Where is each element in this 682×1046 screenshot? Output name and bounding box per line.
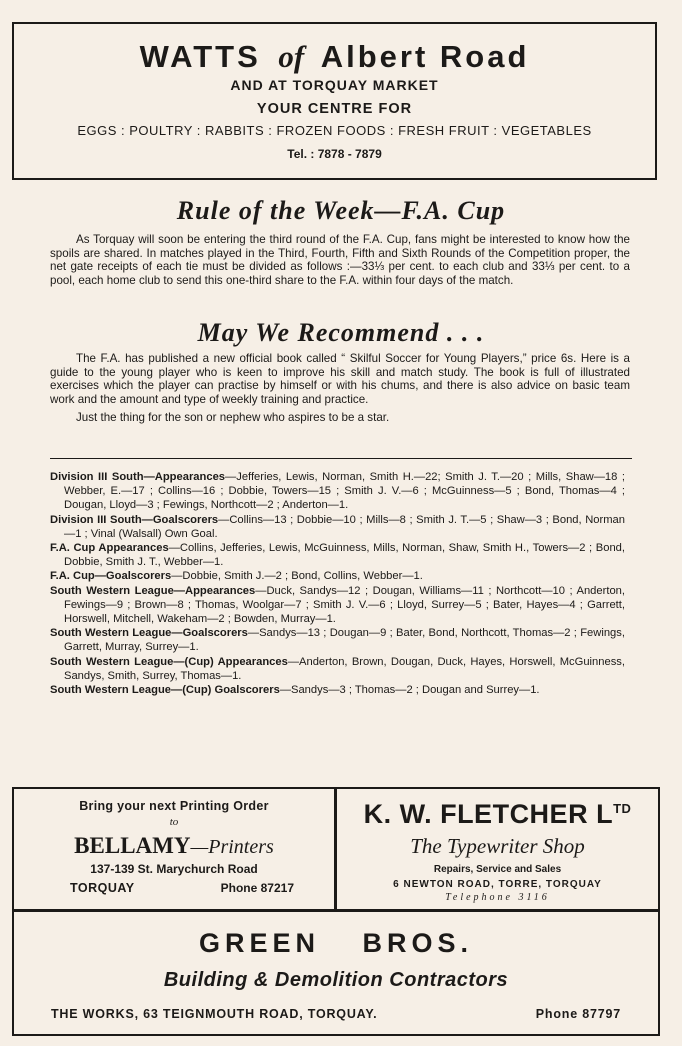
- stats-entry-title: Division III South—Goalscorers: [50, 513, 219, 526]
- recommend-text-2: Just the thing for the son or nephew who aspires to be a star.: [76, 411, 390, 424]
- stats-entry: [50, 513, 625, 541]
- rule-of-week-text: As Torquay will soon be entering the third round of the F.A. Cup, fans might be interested to know how the spoils are shared. In matches played in the Third, Fourth, Fifth and Sixth Rounds of the Competition proper, the net gate receipts of each tie must be divided as follows :—33⅓ per cent. to each club and 33⅓ per cent. to a pool, each home club to send this one-third share to the F.A. within four days of the match.: [50, 233, 630, 287]
- section-divider: [50, 458, 632, 459]
- stats-entry: [50, 569, 625, 583]
- rule-of-week-body: [50, 233, 630, 287]
- fletcher-name-line: [337, 799, 658, 830]
- green-bros-address: THE WORKS, 63 TEIGNMOUTH ROAD, TORQUAY.: [51, 1007, 378, 1021]
- bellamy-contact-line: [14, 881, 334, 895]
- stats-entry: [50, 683, 625, 697]
- recommend-text-1: The F.A. has published a new official book called “ Skilful Soccer for Young Players,” price 6s. Here is a guide to the young player who is keen to improve his skill and match study. The book is full of illustrated exercises which the player can practise by himself or with his chums, and there is also advice on basic team work and the amount and type of weekly training and practice.: [50, 352, 630, 406]
- watts-telephone: Tel. : 7878 - 7879: [287, 147, 382, 161]
- bellamy-name-line: [14, 833, 334, 859]
- green-bros-contact-line: [14, 1007, 658, 1021]
- stats-entry: [50, 626, 625, 654]
- stats-entry: [50, 541, 625, 569]
- fletcher-shop: The Typewriter Shop: [410, 834, 585, 858]
- bellamy-address: 137-139 St. Marychurch Road: [90, 862, 258, 876]
- bellamy-advert: [12, 787, 336, 911]
- stats-entry-title: F.A. Cup Appearances: [50, 542, 169, 555]
- stats-entry-text: —Dobbie, Smith J.—2 ; Bond, Collins, Webber—1.: [171, 570, 423, 583]
- watts-advert: [12, 22, 657, 180]
- stats-entry-title: F.A. Cup—Goalscorers: [50, 570, 172, 583]
- green-bros-phone: Phone 87797: [535, 1007, 621, 1021]
- fletcher-phone: Telephone 3116: [445, 892, 550, 903]
- stats-entry: [50, 470, 625, 513]
- stats-entry: [50, 655, 625, 683]
- bellamy-trade: —Printers: [190, 836, 274, 858]
- watts-centre: YOUR CENTRE FOR: [256, 101, 413, 117]
- watts-name-of: of: [278, 39, 305, 74]
- watts-subtitle: AND AT TORQUAY MARKET: [230, 77, 439, 93]
- recommend-heading: May We Recommend . . .: [197, 318, 485, 347]
- stats-entry-text: —Anderton, Brown, Dougan, Duck, Hayes, Horswell, McGuinness, Sandys, Smith, Surrey, Thomas—1.: [64, 655, 625, 682]
- watts-name-part2: Albert Road: [320, 39, 530, 74]
- stats-entry-text: —Sandys—13 ; Dougan—9 ; Bater, Bond, Northcott, Thomas—2 ; Fewings, Garrett, Murray, Surrey—1.: [64, 627, 625, 654]
- stats-entry-text: —Jefferies, Lewis, Norman, Smith H.—22; Smith J. T.—20 ; Mills, Shaw—18 ; Webber, E.—17 ; Collins—16 ; Dobbie, Towers—15 ; Smith J. V.—6 ; McGuinness—5 ; Bond, Thomas—4 ; Dougan, Lloyd—3 ; Fewings, Northcott—2 ; Anderton—1.: [64, 471, 626, 512]
- green-bros-name: GREEN BROS.: [198, 928, 474, 958]
- bellamy-name: BELLAMY: [74, 833, 191, 858]
- fletcher-services: Repairs, Service and Sales: [433, 864, 562, 875]
- watts-products: EGGS : POULTRY : RABBITS : FROZEN FOODS : FRESH FRUIT : VEGETABLES: [77, 123, 592, 138]
- fletcher-name-suffix: TD: [613, 801, 632, 816]
- stats-entry-title: South Western League—(Cup) Goalscorers: [50, 684, 280, 697]
- fletcher-advert: [335, 787, 660, 911]
- bellamy-town: TORQUAY: [70, 881, 135, 895]
- stats-entry: [50, 584, 625, 627]
- bellamy-line-1: Bring your next Printing Order: [79, 799, 269, 813]
- stats-entry-title: Division III South—Appearances: [50, 471, 226, 483]
- watts-title: [14, 40, 655, 74]
- stats-entry-title: South Western League—Goalscorers: [50, 627, 248, 640]
- fletcher-address: 6 NEWTON ROAD, TORRE, TORQUAY: [393, 879, 602, 890]
- bellamy-phone: Phone 87217: [220, 881, 294, 895]
- stats-entry-text: —Sandys—3 ; Thomas—2 ; Dougan and Surrey—1.: [279, 684, 540, 697]
- rule-of-week-heading: Rule of the Week—F.A. Cup: [176, 196, 506, 225]
- stats-entry-title: South Western League—Appearances: [50, 584, 256, 597]
- recommend-body: [50, 352, 630, 425]
- green-bros-trade: Building & Demolition Contractors: [163, 969, 509, 991]
- stats-entry-text: —Duck, Sandys—12 ; Dougan, Williams—11 ; Northcott—10 ; Anderton, Fewings—9 ; Brown—8 ; Thomas, Woolgar—7 ; Smith J. V.—6 ; Lloyd, Surrey—5 ; Bater, Hayes—4 ; Garrett, Horswell, Mitchell, Wakeham—2 ; Bowden, Murray—1.: [64, 584, 626, 626]
- statistics-list: [50, 470, 625, 697]
- bellamy-line-2: to: [169, 816, 179, 828]
- stats-entry-text: —Collins, Jefferies, Lewis, McGuinness, Mills, Norman, Shaw, Smith H., Towers—2 ; Bond, Dobbie, Smith J. T., Webber—1.: [64, 542, 626, 569]
- green-bros-advert: [12, 910, 660, 1036]
- stats-entry-title: South Western League—(Cup) Appearances: [50, 655, 288, 668]
- stats-entry-text: —Collins—13 ; Dobbie—10 ; Mills—8 ; Smith J. T.—5 ; Shaw—3 ; Bond, Norman—1 ; Vinal (Walsall) Own Goal.: [64, 513, 625, 540]
- fletcher-name: K. W. FLETCHER L: [363, 799, 614, 829]
- watts-name-part1: WATTS: [139, 39, 261, 74]
